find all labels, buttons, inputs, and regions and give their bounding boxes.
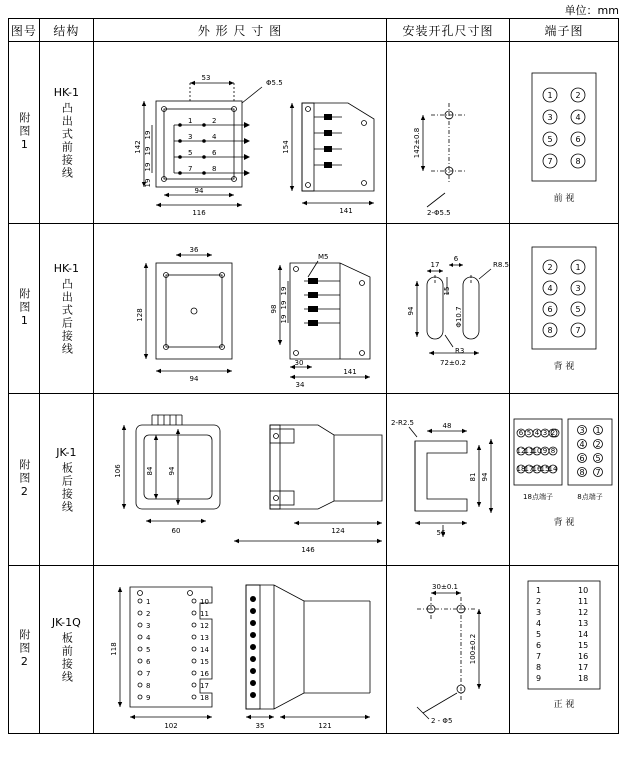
row3-struct-desc: 板后接线 <box>60 461 74 514</box>
dim-94-hole: 94 <box>406 306 415 315</box>
dim-phi55: Φ5.5 <box>265 78 283 87</box>
terminal-6: 6 <box>575 134 581 144</box>
dim-35: 35 <box>255 721 265 730</box>
dim-142: 142 <box>133 139 142 154</box>
terminal-3: 3 <box>547 112 553 122</box>
dim-141: 141 <box>339 206 353 215</box>
dim-19a: 19 <box>143 130 152 139</box>
header-fig-no: 图号 <box>9 19 40 42</box>
terminal-8p-1: 1 <box>595 425 601 435</box>
dim-116: 116 <box>192 208 206 217</box>
terminal-8p-4: 4 <box>579 439 585 449</box>
table-row <box>9 566 619 734</box>
pin-l-5: 5 <box>145 645 151 654</box>
terminal-18p-15: 15 <box>540 464 550 473</box>
terminal-l-1: 1 <box>535 585 542 595</box>
dim-94: 94 <box>194 186 204 195</box>
dim-19e: 19 <box>279 286 288 295</box>
row3-fig-no-label: 附图2 <box>17 459 31 500</box>
dim-m5: M5 <box>317 252 329 261</box>
terminal-4: 4 <box>575 112 581 122</box>
dim-94-2: 94 <box>189 374 199 383</box>
terminal-r-10: 10 <box>577 585 589 595</box>
table-row <box>9 224 619 394</box>
row2-outline-drawing <box>93 224 386 394</box>
row1-outline-drawing <box>93 42 386 224</box>
terminal-l-5: 5 <box>535 629 542 639</box>
pin-label-5: 5 <box>187 148 193 157</box>
dim-81: 81 <box>468 472 477 481</box>
pin-label-7: 7 <box>187 164 193 173</box>
terminal-8p-3: 3 <box>579 425 585 435</box>
terminal-l-6: 6 <box>535 640 542 650</box>
terminal-r-16: 16 <box>577 651 589 661</box>
row4-hole-drawing <box>386 566 509 734</box>
row4-fig-no <box>9 566 40 734</box>
terminal-18p-14: 14 <box>548 464 558 473</box>
terminal-group-8-label: 8点端子 <box>577 492 603 501</box>
dim-154: 154 <box>281 139 290 154</box>
dim-17: 17 <box>430 260 440 269</box>
dim-r85: R8.5 <box>492 260 509 269</box>
pin-l-3: 3 <box>145 621 151 630</box>
dim-19d: 19 <box>143 178 152 187</box>
row3-struct <box>39 394 93 566</box>
pin-r-10: 10 <box>199 597 209 606</box>
dim-100-tol: 100±0.2 <box>468 633 477 664</box>
pin-l-1: 1 <box>145 597 151 606</box>
dim-19f: 19 <box>279 300 288 309</box>
terminal-8p-5: 5 <box>595 453 601 463</box>
terminal-2: 2 <box>547 262 553 272</box>
pin-r-18: 18 <box>199 693 209 702</box>
row2-fig-no <box>9 224 40 394</box>
terminal-r-12: 12 <box>577 607 589 617</box>
header-struct: 结构 <box>39 19 93 42</box>
row4-outline-drawing <box>93 566 386 734</box>
row4-struct-name: JK-1Q <box>51 615 81 629</box>
terminal-4: 4 <box>547 283 553 293</box>
terminal-r-17: 17 <box>577 662 589 672</box>
header-terminal: 端子图 <box>509 19 618 42</box>
terminal-18p-12: 12 <box>516 446 526 455</box>
table-header <box>9 19 619 42</box>
pin-label-1: 1 <box>187 116 193 125</box>
terminal-6: 6 <box>547 304 553 314</box>
row4-terminal-caption: 正 视 <box>553 699 575 710</box>
dim-56: 56 <box>436 528 446 537</box>
terminal-r-15: 15 <box>577 640 589 650</box>
row1-struct-desc: 凸出式前接线 <box>60 101 74 180</box>
pin-r-14: 14 <box>199 645 209 654</box>
pin-r-11: 11 <box>199 609 209 618</box>
dim-121: 121 <box>318 721 332 730</box>
header-outline: 外 形 尺 寸 图 <box>93 19 386 42</box>
dim-60: 60 <box>171 526 181 535</box>
row2-struct <box>39 224 93 394</box>
terminal-18p-8: 8 <box>550 446 556 455</box>
row2-struct-name: HK-1 <box>53 261 79 275</box>
terminal-18p-11: 11 <box>524 446 534 455</box>
pin-l-8: 8 <box>145 681 151 690</box>
row2-struct-desc: 凸出式后接线 <box>60 277 74 356</box>
pin-l-9: 9 <box>145 693 151 702</box>
row2-terminal-diagram <box>509 224 618 394</box>
row1-struct-name: HK-1 <box>53 85 79 99</box>
row4-struct <box>39 566 93 734</box>
terminal-l-4: 4 <box>535 618 542 628</box>
row1-fig-no-label: 附图1 <box>17 112 31 153</box>
terminal-5: 5 <box>547 134 553 144</box>
terminal-8p-8: 8 <box>579 467 585 477</box>
pin-label-6: 6 <box>211 148 217 157</box>
dim-36: 36 <box>189 245 199 254</box>
row3-terminal-caption: 背 视 <box>553 517 575 528</box>
unit-note: 单位：mm <box>564 4 619 17</box>
terminal-1: 1 <box>547 90 553 100</box>
pin-l-7: 7 <box>145 669 151 678</box>
dim-r3: R3 <box>454 346 465 355</box>
terminal-18p-4: 4 <box>534 428 540 437</box>
dim-142-tol: 142±0.8 <box>412 127 421 158</box>
dim-48: 48 <box>442 421 452 430</box>
terminal-l-8: 8 <box>535 662 542 672</box>
row3-terminal-diagram <box>509 394 618 566</box>
dim-34: 34 <box>295 380 305 389</box>
terminal-r-18: 18 <box>577 673 589 683</box>
pin-r-16: 16 <box>199 669 209 678</box>
terminal-7: 7 <box>547 156 553 166</box>
pin-label-3: 3 <box>187 132 193 141</box>
row1-terminal-caption: 前 视 <box>553 193 575 204</box>
row3-fig-no <box>9 394 40 566</box>
dim-128: 128 <box>135 307 144 322</box>
terminal-18p-16: 16 <box>532 464 542 473</box>
terminal-18p-10: 10 <box>532 446 542 455</box>
pin-label-4: 4 <box>211 132 217 141</box>
terminal-8p-7: 7 <box>595 467 601 477</box>
pin-r-15: 15 <box>199 657 209 666</box>
dim-phi107: Φ10.7 <box>454 305 463 328</box>
terminal-1: 1 <box>575 262 581 272</box>
terminal-3: 3 <box>575 283 581 293</box>
dim-19b: 19 <box>143 146 152 155</box>
table-row <box>9 394 619 566</box>
terminal-18p-6: 6 <box>518 428 524 437</box>
terminal-18p-17: 17 <box>524 464 534 473</box>
row1-fig-no <box>9 42 40 224</box>
terminal-r-11: 11 <box>577 596 589 606</box>
dim-94-4: 94 <box>480 472 489 481</box>
dim-2-phi5: 2 - Φ5 <box>430 716 453 725</box>
row1-terminal-diagram <box>509 42 618 224</box>
row4-terminal-diagram <box>509 566 618 734</box>
dim-30: 30 <box>294 358 304 367</box>
dim-141-2: 141 <box>343 367 357 376</box>
terminal-l-2: 2 <box>535 596 542 606</box>
row2-terminal-caption: 背 视 <box>553 361 575 372</box>
terminal-l-9: 9 <box>535 673 542 683</box>
row3-outline-drawing <box>93 394 386 566</box>
row1-struct <box>39 42 93 224</box>
dim-124: 124 <box>331 526 345 535</box>
terminal-5: 5 <box>575 304 581 314</box>
dim-94-3: 94 <box>167 466 176 475</box>
terminal-group-18-label: 18点端子 <box>523 492 553 501</box>
terminal-8p-6: 6 <box>579 453 585 463</box>
terminal-l-7: 7 <box>535 651 542 661</box>
pin-r-13: 13 <box>199 633 209 642</box>
dim-102: 102 <box>164 721 178 730</box>
spec-table <box>8 18 619 734</box>
pin-l-2: 2 <box>145 609 151 618</box>
dim-6: 6 <box>453 254 459 263</box>
table-row <box>9 42 619 224</box>
terminal-l-3: 3 <box>535 607 542 617</box>
pin-label-2: 2 <box>211 116 217 125</box>
dim-106: 106 <box>113 463 122 478</box>
dim-19c: 19 <box>143 162 152 171</box>
dim-118: 118 <box>109 641 118 656</box>
terminal-8: 8 <box>547 325 553 335</box>
terminal-r-13: 13 <box>577 618 589 628</box>
terminal-18p-9: 9 <box>542 446 548 455</box>
pin-label-8: 8 <box>211 164 217 173</box>
terminal-18p-5: 5 <box>526 428 532 437</box>
row1-hole-drawing <box>386 42 509 224</box>
dim-15: 15 <box>442 286 451 295</box>
pin-l-6: 6 <box>145 657 151 666</box>
pin-r-17: 17 <box>199 681 209 690</box>
dim-2-phi55: 2-Φ5.5 <box>426 208 451 217</box>
terminal-8p-2: 2 <box>595 439 601 449</box>
dim-98: 98 <box>269 304 278 313</box>
header-hole: 安装开孔尺寸图 <box>386 19 509 42</box>
terminal-18p-3: 3 <box>542 428 548 437</box>
terminal-18p-18: 18 <box>516 464 526 473</box>
terminal-r-14: 14 <box>577 629 589 639</box>
row2-fig-no-label: 附图1 <box>17 288 31 329</box>
dim-53: 53 <box>201 73 211 82</box>
row2-hole-drawing <box>386 224 509 394</box>
terminal-18p-2: 2 <box>550 428 556 437</box>
terminal-7: 7 <box>575 325 581 335</box>
dim-72-tol: 72±0.2 <box>440 358 466 367</box>
dim-30-tol: 30±0.1 <box>432 582 458 591</box>
terminal-8: 8 <box>575 156 581 166</box>
row3-hole-drawing <box>386 394 509 566</box>
pin-l-4: 4 <box>145 633 151 642</box>
dim-2-r25: 2-R2.5 <box>390 418 414 427</box>
row4-fig-no-label: 附图2 <box>17 629 31 670</box>
dim-19g: 19 <box>279 314 288 323</box>
terminal-2: 2 <box>575 90 581 100</box>
dim-84: 84 <box>145 466 154 475</box>
row4-struct-desc: 板前接线 <box>60 631 74 684</box>
pin-r-12: 12 <box>199 621 209 630</box>
dim-146: 146 <box>301 545 315 554</box>
row3-struct-name: JK-1 <box>56 445 77 459</box>
